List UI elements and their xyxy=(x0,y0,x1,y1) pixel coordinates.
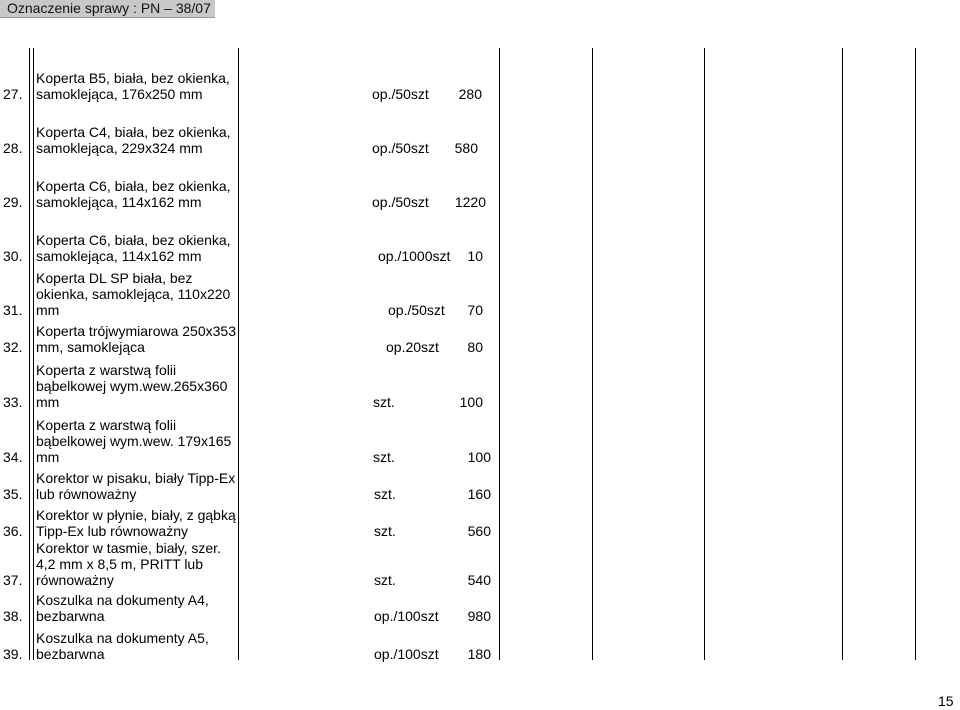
item-description-line: bezbarwna xyxy=(36,608,105,624)
item-quantity: 100 xyxy=(467,449,491,465)
item-quantity: 580 xyxy=(454,140,478,156)
item-quantity: 540 xyxy=(467,572,491,588)
item-description-line: mm xyxy=(36,449,60,465)
row-number: 35. xyxy=(3,486,23,502)
item-description-line: Korektor w pisaku, biały Tipp-Ex xyxy=(36,470,236,486)
item-description-line: Koperta DL SP biała, bez xyxy=(36,270,193,286)
item-description-line: bąbelkowej wym.wew. 179x165 xyxy=(36,433,232,449)
item-unit: op./50szt xyxy=(388,302,445,318)
item-description-line: Tipp-Ex lub równoważny xyxy=(36,523,188,539)
grid-line xyxy=(915,48,916,660)
item-quantity: 80 xyxy=(467,339,483,355)
item-quantity: 160 xyxy=(467,486,491,502)
item-description-line: samoklejąca, 176x250 mm xyxy=(36,86,203,102)
item-unit: szt. xyxy=(374,572,396,588)
row-number: 39. xyxy=(3,646,23,662)
row-number: 27. xyxy=(3,86,23,102)
item-description-line: Koperta z warstwą folii xyxy=(36,362,177,378)
item-unit: op./50szt xyxy=(372,140,429,156)
item-description-line: Koperta trójwymiarowa 250x353 xyxy=(36,323,236,339)
item-description-line: Koperta C4, biała, bez okienka, xyxy=(36,124,231,140)
grid-line xyxy=(842,48,843,660)
item-unit: szt. xyxy=(373,394,395,410)
row-number: 28. xyxy=(3,140,23,156)
item-description-line: mm xyxy=(36,302,60,318)
item-description-line: mm xyxy=(36,394,60,410)
item-quantity: 560 xyxy=(467,523,491,539)
row-number: 34. xyxy=(3,449,23,465)
item-quantity: 10 xyxy=(467,248,483,264)
item-quantity: 980 xyxy=(467,608,491,624)
grid-line xyxy=(592,48,593,660)
row-number: 38. xyxy=(3,608,23,624)
grid-line xyxy=(499,48,500,660)
item-description-line: samoklejąca, 229x324 mm xyxy=(36,140,203,156)
item-unit: op./1000szt xyxy=(378,248,451,264)
item-unit: szt. xyxy=(374,486,396,502)
item-description-line: Koszulka na dokumenty A4, xyxy=(36,592,209,608)
item-unit: szt. xyxy=(373,449,395,465)
header-bar xyxy=(0,0,215,18)
row-number: 31. xyxy=(3,302,23,318)
item-description-line: Koperta C6, biała, bez okienka, xyxy=(36,232,231,248)
item-description-line: samoklejąca, 114x162 mm xyxy=(36,248,202,264)
item-description-line: okienka, samoklejąca, 110x220 xyxy=(36,286,231,302)
row-number: 30. xyxy=(3,248,23,264)
item-description-line: bezbarwna xyxy=(36,646,105,662)
row-number: 36. xyxy=(3,523,23,539)
row-number: 37. xyxy=(3,572,23,588)
item-unit: op./50szt xyxy=(372,86,429,102)
item-description-line: Koperta z warstwą folii xyxy=(36,417,177,433)
item-quantity: 180 xyxy=(467,646,491,662)
item-description-line: samoklejąca, 114x162 mm xyxy=(36,194,202,210)
item-description-line: 4,2 mm x 8,5 m, PRITT lub xyxy=(36,556,204,572)
case-reference: Oznaczenie sprawy : PN – 38/07 xyxy=(7,0,211,16)
item-description-line: równoważny xyxy=(36,572,114,588)
page-number: 15 xyxy=(938,693,954,709)
item-unit: op./50szt xyxy=(372,194,429,210)
item-description-line: bąbelkowej wym.wew.265x360 xyxy=(36,378,228,394)
row-number: 32. xyxy=(3,339,23,355)
row-number: 29. xyxy=(3,194,23,210)
item-quantity: 70 xyxy=(467,302,483,318)
item-unit: szt. xyxy=(374,523,396,539)
item-description-line: Koperta B5, biała, bez okienka, xyxy=(36,70,230,86)
item-description-line: lub równoważny xyxy=(36,486,137,502)
item-quantity: 1220 xyxy=(454,194,486,210)
row-number: 33. xyxy=(3,394,23,410)
item-unit: op./100szt xyxy=(374,646,439,662)
item-description-line: Koszulka na dokumenty A5, xyxy=(36,630,209,646)
grid-line xyxy=(33,48,34,660)
grid-line xyxy=(704,48,705,660)
item-description-line: Koperta C6, biała, bez okienka, xyxy=(36,178,231,194)
item-description-line: mm, samoklejąca xyxy=(36,339,145,355)
item-description-line: Korektor w tasmie, biały, szer. xyxy=(36,540,221,556)
grid-line xyxy=(238,48,239,660)
item-quantity: 280 xyxy=(458,86,482,102)
item-quantity: 100 xyxy=(459,394,483,410)
grid-line xyxy=(29,48,30,660)
item-unit: op./100szt xyxy=(374,608,439,624)
item-unit: op.20szt xyxy=(386,339,439,355)
item-description-line: Korektor w płynie, biały, z gąbką xyxy=(36,507,236,523)
